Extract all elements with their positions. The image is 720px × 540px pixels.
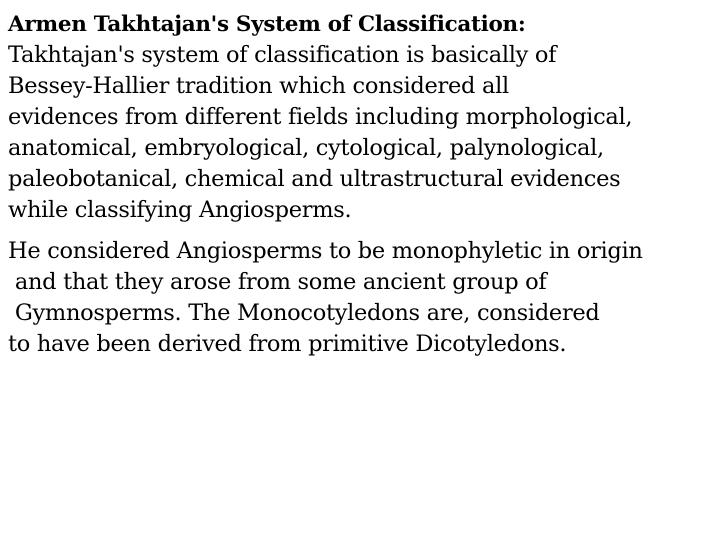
slide-content [8, 9, 714, 360]
paragraph-2-line: He considered Angiosperms to be monophyletic in origin [8, 238, 643, 264]
paragraph-1-line: paleobotanical, chemical and ultrastructural evidences [8, 166, 621, 192]
paragraph-1-line: Takhtajan's system of classification is basically of [8, 42, 557, 68]
paragraph-1-line: while classifying Angiosperms. [8, 197, 352, 223]
paragraph-2-line: to have been derived from primitive Dicotyledons. [8, 331, 567, 357]
paragraph-2-line: and that they arose from some ancient group of [8, 269, 547, 295]
paragraph-1 [8, 40, 714, 226]
paragraph-1-line: anatomical, embryological, cytological, palynological, [8, 135, 604, 161]
paragraph-2 [8, 236, 714, 360]
slide-title: Armen Takhtajan's System of Classification: [8, 12, 526, 37]
paragraph-1-line: Bessey-Hallier tradition which considered all [8, 73, 509, 99]
paragraph-1-line: evidences from different fields including morphological, [8, 104, 633, 130]
paragraph-2-line: Gymnosperms. The Monocotyledons are, considered [8, 300, 600, 326]
